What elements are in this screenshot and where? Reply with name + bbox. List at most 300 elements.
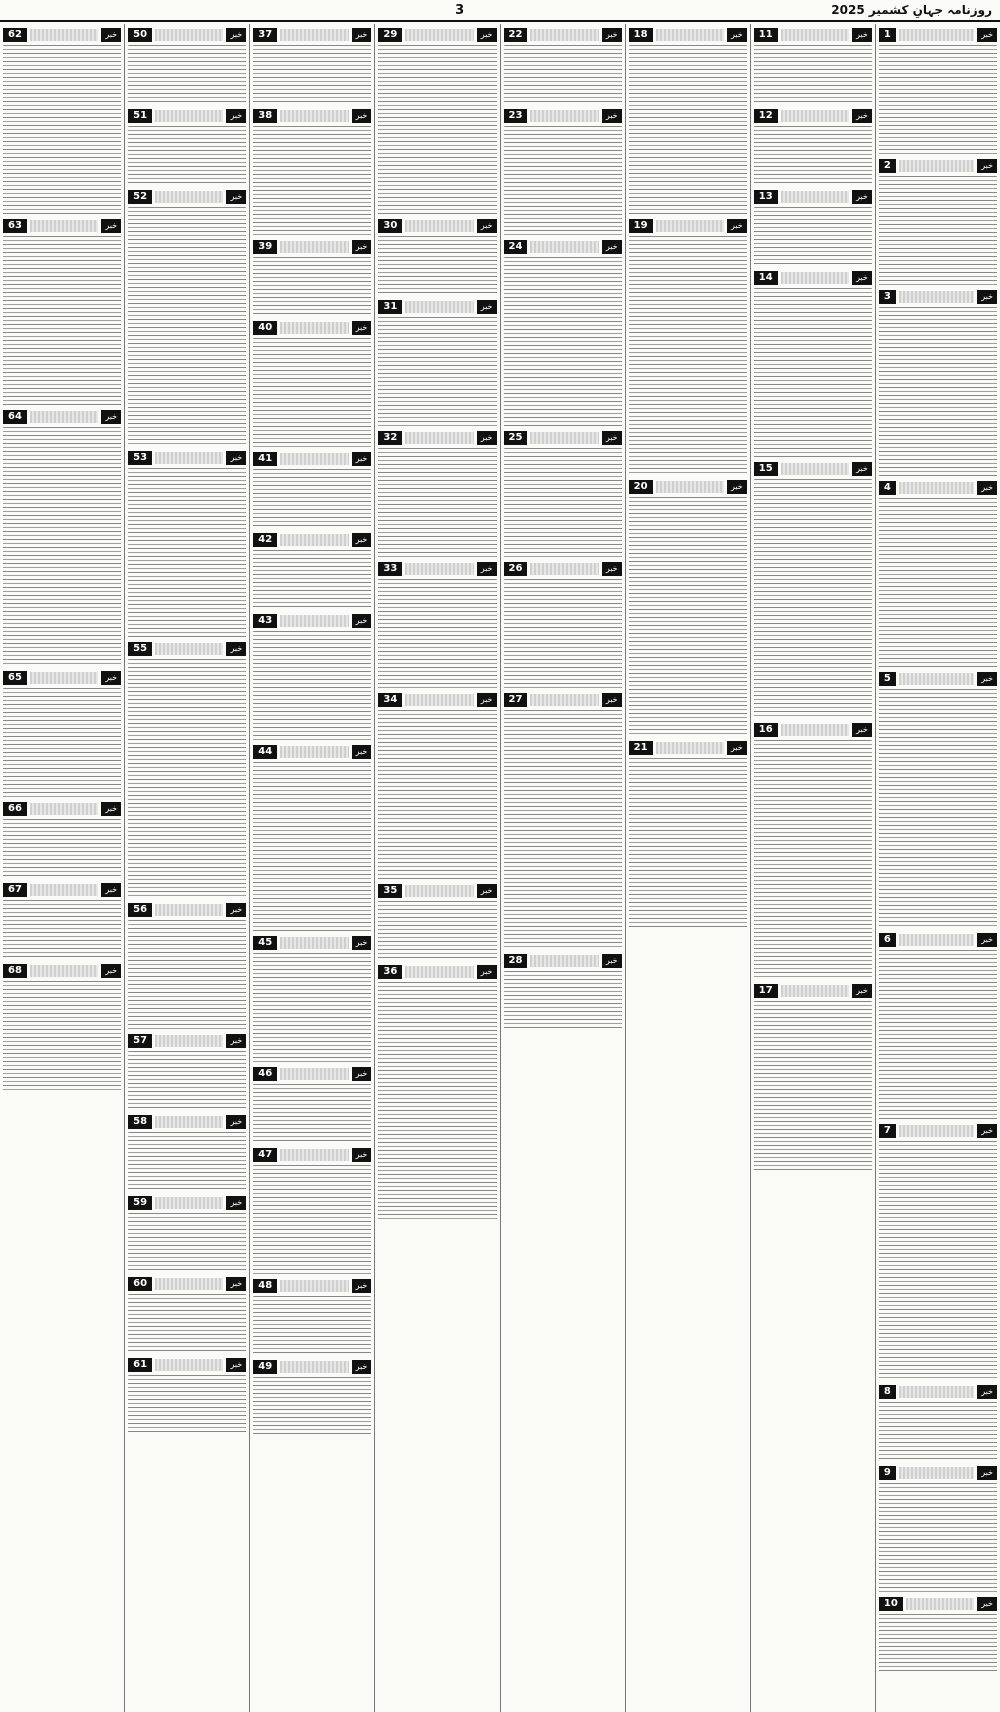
masthead-date: 2025 <box>831 3 865 17</box>
news-item-text-block <box>504 126 622 236</box>
news-badge: خبر <box>352 240 372 254</box>
news-item-header <box>253 240 371 254</box>
header-rule <box>530 241 598 253</box>
news-item-header <box>879 159 997 173</box>
header-rule <box>405 432 473 444</box>
news-item <box>879 672 997 929</box>
news-badge: خبر <box>101 964 121 978</box>
news-badge: خبر <box>352 936 372 950</box>
news-item <box>754 984 872 1171</box>
news-item <box>754 723 872 980</box>
news-badge: خبر <box>352 745 372 759</box>
column <box>249 24 374 1712</box>
header-rule <box>899 1467 974 1479</box>
article-columns <box>0 24 1000 1712</box>
news-item-text-block <box>504 45 622 105</box>
news-item-number: 29 <box>378 28 402 42</box>
header-rule <box>405 29 473 41</box>
header-rule <box>899 1386 974 1398</box>
news-item <box>378 300 496 427</box>
news-item <box>879 481 997 668</box>
news-badge: خبر <box>101 410 121 424</box>
column <box>374 24 499 1712</box>
news-item <box>3 671 121 798</box>
header-rule <box>899 29 974 41</box>
news-item <box>879 1597 997 1674</box>
header-rule <box>899 934 974 946</box>
news-badge: خبر <box>727 741 747 755</box>
news-item-text-block <box>128 468 246 638</box>
header-rule <box>656 481 724 493</box>
masthead <box>0 0 1000 22</box>
news-item <box>128 1196 246 1273</box>
news-item-number: 50 <box>128 28 152 42</box>
news-item-header <box>879 28 997 42</box>
news-badge: خبر <box>226 190 246 204</box>
column <box>0 24 124 1712</box>
news-item-text-block <box>253 953 371 1063</box>
news-item <box>128 1277 246 1354</box>
header-rule <box>530 29 598 41</box>
news-item-number: 44 <box>253 745 277 759</box>
news-item-header <box>504 240 622 254</box>
news-item-text-block <box>3 427 121 667</box>
news-item-header <box>253 1360 371 1374</box>
news-item-header <box>879 1124 997 1138</box>
news-item <box>879 1385 997 1462</box>
header-rule <box>781 29 849 41</box>
header-rule <box>899 291 974 303</box>
news-item-header <box>504 954 622 968</box>
news-item-text-block <box>754 207 872 267</box>
news-item-number: 33 <box>378 562 402 576</box>
header-rule <box>405 694 473 706</box>
header-rule <box>280 29 348 41</box>
news-item-text-block <box>3 981 121 1091</box>
news-badge: خبر <box>226 903 246 917</box>
header-rule <box>781 463 849 475</box>
news-item <box>128 451 246 638</box>
header-rule <box>155 1116 223 1128</box>
news-item <box>128 903 246 1030</box>
news-item-header <box>253 452 371 466</box>
news-item-header <box>879 1385 997 1399</box>
news-item-text-block <box>879 498 997 668</box>
news-item-number: 51 <box>128 109 152 123</box>
news-item-header <box>378 693 496 707</box>
news-item-number: 16 <box>754 723 778 737</box>
news-item-number: 63 <box>3 219 27 233</box>
news-badge: خبر <box>477 693 497 707</box>
news-item <box>253 28 371 105</box>
header-rule <box>280 746 348 758</box>
news-item-header <box>504 562 622 576</box>
news-item-text-block <box>378 45 496 215</box>
news-item <box>3 219 121 406</box>
news-item-number: 38 <box>253 109 277 123</box>
news-item-text-block <box>378 579 496 689</box>
news-item-number: 68 <box>3 964 27 978</box>
news-item <box>504 431 622 558</box>
news-item-text-block <box>504 579 622 689</box>
header-rule <box>280 453 348 465</box>
news-item-text-block <box>629 758 747 928</box>
news-item <box>504 954 622 1031</box>
news-badge: خبر <box>727 28 747 42</box>
news-item-text-block <box>504 257 622 427</box>
news-item-text-block <box>754 479 872 719</box>
news-item <box>504 109 622 236</box>
news-item <box>754 28 872 105</box>
news-item-text-block <box>128 920 246 1030</box>
news-item-number: 66 <box>3 802 27 816</box>
news-badge: خبر <box>852 271 872 285</box>
news-item-text-block <box>3 236 121 406</box>
news-badge: خبر <box>352 1279 372 1293</box>
news-item <box>879 290 997 477</box>
news-badge: خبر <box>352 321 372 335</box>
header-rule <box>30 672 98 684</box>
news-item <box>128 109 246 186</box>
news-item-header <box>128 28 246 42</box>
news-item-number: 27 <box>504 693 528 707</box>
news-item-header <box>378 562 496 576</box>
news-badge: خبر <box>101 883 121 897</box>
news-item-number: 49 <box>253 1360 277 1374</box>
header-rule <box>530 110 598 122</box>
header-rule <box>30 411 98 423</box>
news-item-number: 10 <box>879 1597 903 1611</box>
news-badge: خبر <box>477 562 497 576</box>
header-rule <box>155 1197 223 1209</box>
news-item-text-block <box>879 1614 997 1674</box>
news-badge: خبر <box>226 28 246 42</box>
news-badge: خبر <box>727 219 747 233</box>
news-item-header <box>879 481 997 495</box>
news-item-number: 21 <box>629 741 653 755</box>
news-item-header <box>504 109 622 123</box>
news-item-text-block <box>879 307 997 477</box>
news-item <box>253 1067 371 1144</box>
news-badge: خبر <box>477 219 497 233</box>
news-item <box>629 741 747 928</box>
news-badge: خبر <box>101 28 121 42</box>
news-item-number: 2 <box>879 159 896 173</box>
news-item-text-block <box>879 1402 997 1462</box>
header-rule <box>781 985 849 997</box>
news-badge: خبر <box>352 452 372 466</box>
news-item <box>3 28 121 215</box>
header-rule <box>280 110 348 122</box>
news-item-header <box>754 28 872 42</box>
news-badge: خبر <box>101 219 121 233</box>
news-badge: خبر <box>977 1466 997 1480</box>
header-rule <box>899 1125 974 1137</box>
news-item-text-block <box>378 236 496 296</box>
header-rule <box>781 110 849 122</box>
header-rule <box>781 191 849 203</box>
news-item <box>253 614 371 741</box>
header-rule <box>530 563 598 575</box>
news-item-text-block <box>128 45 246 105</box>
header-rule <box>280 534 348 546</box>
news-badge: خبر <box>226 642 246 656</box>
news-item <box>504 28 622 105</box>
header-rule <box>30 29 98 41</box>
news-item-header <box>253 1148 371 1162</box>
header-rule <box>405 966 473 978</box>
news-badge: خبر <box>477 300 497 314</box>
news-item-number: 43 <box>253 614 277 628</box>
news-item-header <box>128 1115 246 1129</box>
masthead-title-text: روزنامہ جہانِ کشمیر <box>868 3 992 17</box>
news-item-header <box>879 672 997 686</box>
news-item-header <box>253 745 371 759</box>
news-item-text-block <box>378 710 496 880</box>
news-badge: خبر <box>602 240 622 254</box>
news-item <box>253 109 371 236</box>
news-item <box>879 933 997 1120</box>
news-item-number: 12 <box>754 109 778 123</box>
news-item-number: 15 <box>754 462 778 476</box>
news-item <box>378 965 496 1222</box>
news-item-header <box>378 884 496 898</box>
news-item-header <box>3 410 121 424</box>
news-item-text-block <box>3 900 121 960</box>
news-badge: خبر <box>977 1124 997 1138</box>
news-item <box>128 1034 246 1111</box>
news-badge: خبر <box>477 884 497 898</box>
news-item <box>128 1358 246 1435</box>
news-badge: خبر <box>977 1597 997 1611</box>
news-item <box>879 1124 997 1381</box>
news-item <box>378 28 496 215</box>
news-item-header <box>253 533 371 547</box>
news-item-header <box>504 693 622 707</box>
news-item <box>253 1360 371 1437</box>
news-item-header <box>629 480 747 494</box>
header-rule <box>30 884 98 896</box>
news-badge: خبر <box>477 28 497 42</box>
news-badge: خبر <box>977 290 997 304</box>
news-item-header <box>754 723 872 737</box>
news-badge: خبر <box>977 672 997 686</box>
news-item-number: 48 <box>253 1279 277 1293</box>
news-item-text-block <box>754 288 872 458</box>
news-item-text-block <box>879 689 997 929</box>
header-rule <box>155 1278 223 1290</box>
news-badge: خبر <box>852 723 872 737</box>
column <box>500 24 625 1712</box>
news-item-text-block <box>253 550 371 610</box>
news-badge: خبر <box>602 693 622 707</box>
news-badge: خبر <box>352 614 372 628</box>
news-item-number: 23 <box>504 109 528 123</box>
news-item-header <box>629 219 747 233</box>
news-item-text-block <box>253 1084 371 1144</box>
news-item-text-block <box>754 126 872 186</box>
newspaper-title <box>831 3 992 17</box>
header-rule <box>405 220 473 232</box>
news-item <box>504 240 622 427</box>
news-badge: خبر <box>727 480 747 494</box>
news-item <box>754 271 872 458</box>
news-item-number: 58 <box>128 1115 152 1129</box>
news-badge: خبر <box>352 28 372 42</box>
news-item <box>253 1279 371 1356</box>
news-item-number: 65 <box>3 671 27 685</box>
news-item <box>3 410 121 667</box>
news-item-number: 42 <box>253 533 277 547</box>
header-rule <box>155 904 223 916</box>
news-item-header <box>253 1067 371 1081</box>
news-badge: خبر <box>602 431 622 445</box>
news-item <box>754 109 872 186</box>
news-item <box>128 642 246 899</box>
news-item <box>879 159 997 286</box>
news-item <box>128 1115 246 1192</box>
news-item-text-block <box>504 448 622 558</box>
news-badge: خبر <box>101 802 121 816</box>
header-rule <box>656 220 724 232</box>
header-rule <box>280 1361 348 1373</box>
news-item-text-block <box>128 1375 246 1435</box>
news-item-header <box>253 28 371 42</box>
news-item <box>3 964 121 1091</box>
news-item-text-block <box>754 45 872 105</box>
news-badge: خبر <box>352 533 372 547</box>
news-badge: خبر <box>226 1196 246 1210</box>
header-rule <box>906 1598 974 1610</box>
news-item-text-block <box>754 740 872 980</box>
header-rule <box>155 643 223 655</box>
news-item <box>629 219 747 476</box>
news-badge: خبر <box>352 1360 372 1374</box>
header-rule <box>30 965 98 977</box>
news-item-number: 25 <box>504 431 528 445</box>
header-rule <box>405 885 473 897</box>
header-rule <box>280 937 348 949</box>
news-badge: خبر <box>226 451 246 465</box>
news-item-header <box>3 28 121 42</box>
news-item-text-block <box>128 126 246 186</box>
news-item-header <box>128 190 246 204</box>
news-item-header <box>378 300 496 314</box>
header-rule <box>30 803 98 815</box>
news-item-text-block <box>128 1213 246 1273</box>
news-item <box>879 28 997 155</box>
news-item-text-block <box>253 338 371 448</box>
news-item-text-block <box>253 45 371 105</box>
news-item-number: 59 <box>128 1196 152 1210</box>
news-badge: خبر <box>977 1385 997 1399</box>
news-item-number: 37 <box>253 28 277 42</box>
news-item-number: 26 <box>504 562 528 576</box>
news-item-text-block <box>879 176 997 286</box>
news-item-number: 35 <box>378 884 402 898</box>
news-item-header <box>754 190 872 204</box>
news-item-number: 11 <box>754 28 778 42</box>
news-item-header <box>879 1466 997 1480</box>
news-item <box>378 693 496 880</box>
news-item-number: 52 <box>128 190 152 204</box>
news-item <box>253 745 371 932</box>
news-item-text-block <box>253 469 371 529</box>
news-item-number: 20 <box>629 480 653 494</box>
news-item-number: 41 <box>253 452 277 466</box>
news-item-number: 5 <box>879 672 896 686</box>
header-rule <box>405 563 473 575</box>
news-item-text-block <box>253 126 371 236</box>
news-item <box>378 884 496 961</box>
news-item-header <box>128 1196 246 1210</box>
news-item-number: 56 <box>128 903 152 917</box>
news-item-header <box>629 28 747 42</box>
news-badge: خبر <box>352 109 372 123</box>
news-item <box>253 936 371 1063</box>
header-rule <box>899 482 974 494</box>
header-rule <box>530 955 598 967</box>
news-item-number: 55 <box>128 642 152 656</box>
news-badge: خبر <box>226 109 246 123</box>
news-item-header <box>754 109 872 123</box>
news-item <box>128 28 246 105</box>
news-item-text-block <box>253 1296 371 1356</box>
news-item-text-block <box>3 819 121 879</box>
news-item-number: 39 <box>253 240 277 254</box>
news-item-text-block <box>879 1141 997 1381</box>
news-item-number: 17 <box>754 984 778 998</box>
news-item-text-block <box>504 710 622 950</box>
header-rule <box>280 615 348 627</box>
news-item <box>253 321 371 448</box>
news-item-text-block <box>378 982 496 1222</box>
news-item-number: 67 <box>3 883 27 897</box>
news-item-text-block <box>879 1483 997 1593</box>
header-rule <box>781 272 849 284</box>
news-item-text-block <box>879 45 997 155</box>
news-item-text-block <box>504 971 622 1031</box>
news-item-number: 7 <box>879 1124 896 1138</box>
news-badge: خبر <box>352 1067 372 1081</box>
news-item-text-block <box>378 448 496 558</box>
news-item-number: 30 <box>378 219 402 233</box>
news-item-header <box>128 1277 246 1291</box>
news-item <box>128 190 246 447</box>
news-badge: خبر <box>977 159 997 173</box>
news-item-number: 34 <box>378 693 402 707</box>
news-item-text-block <box>253 1377 371 1437</box>
news-item <box>3 883 121 960</box>
header-rule <box>405 301 473 313</box>
news-item-header <box>3 671 121 685</box>
news-badge: خبر <box>226 1358 246 1372</box>
news-item-header <box>253 109 371 123</box>
news-item-number: 36 <box>378 965 402 979</box>
header-rule <box>280 1280 348 1292</box>
column <box>124 24 249 1712</box>
news-item-number: 53 <box>128 451 152 465</box>
news-item-number: 46 <box>253 1067 277 1081</box>
news-item-header <box>504 431 622 445</box>
news-badge: خبر <box>101 671 121 685</box>
news-item-header <box>879 933 997 947</box>
news-item-number: 24 <box>504 240 528 254</box>
news-item <box>754 462 872 719</box>
news-item-header <box>754 271 872 285</box>
news-item-number: 45 <box>253 936 277 950</box>
news-item-number: 62 <box>3 28 27 42</box>
